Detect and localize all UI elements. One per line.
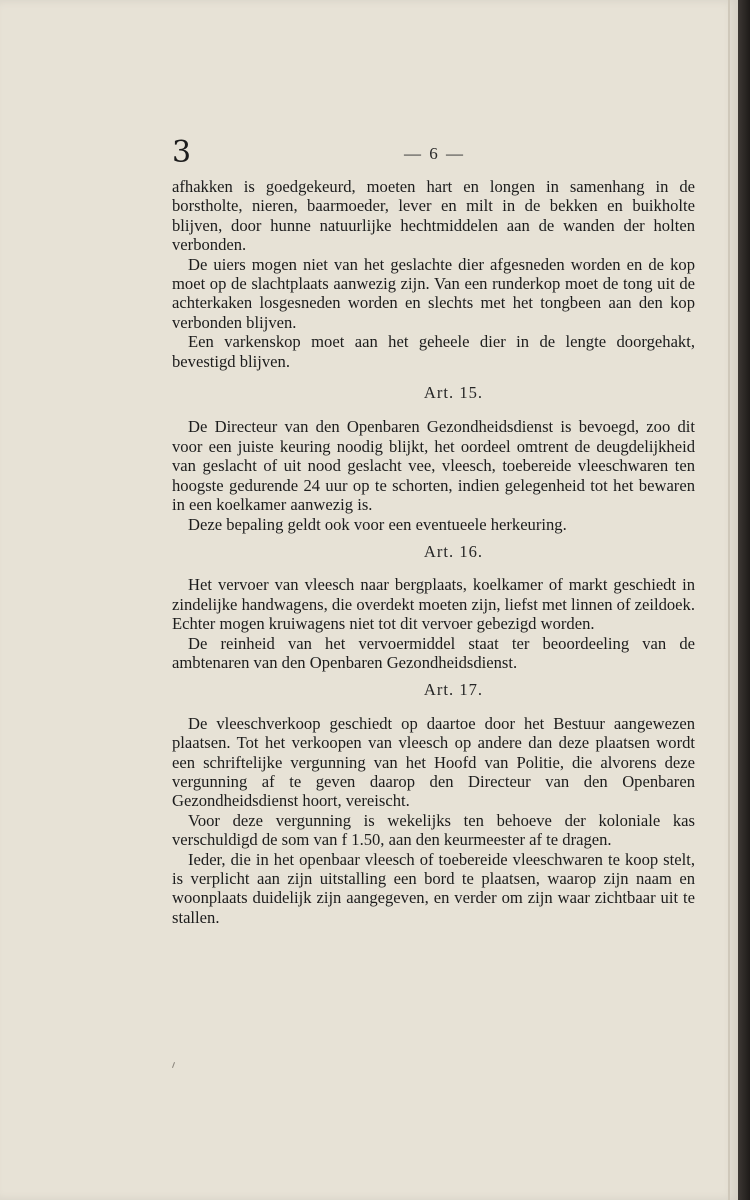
article-17-paragraph: Voor deze vergunning is wekelijks ten behoeve der koloniale kas verschuldigd de som van f 1.50, aan den keurmeester af te dragen. (172, 810, 695, 850)
article-15-paragraph: Deze bepaling geldt ook voor een eventueele herkeuring. (188, 514, 567, 534)
body-text (172, 177, 695, 927)
page-number: — 6 — (404, 144, 465, 163)
paragraph: Een varkenskop moet aan het geheele dier in de lengte doorgehakt, bevestigd blijven. (172, 332, 695, 371)
page-gutter-line (728, 0, 730, 1200)
paper-speck (172, 1062, 175, 1068)
article-16-heading: Art. 16. (423, 541, 484, 561)
article-17-paragraph: Ieder, die in het openbaar vleesch of toebereide vleeschwaren te koop stelt, is verplicht aan zijn uitstalling een bord te plaatsen, waarop zijn naam en woonplaats duidelijk zijn aangegeven, en verder om zijn waar zichtbaar uit te stallen. (172, 849, 695, 927)
article-15-heading: Art. 15. (423, 383, 484, 403)
sheet-number: 3 (172, 135, 192, 170)
article-15-paragraph: De Directeur van den Openbaren Gezondheidsdienst is bevoegd, zoo dit voor een juiste keuring noodig blijkt, het oordeel omtrent de deugdelijkheid van geslacht of uit nood geslacht vee, vleesch, toebereide vleeschwaren ten hoogste gedurende 24 uur op te schorten, indien gelegenheid tot het bewaren in een koelkamer aanwezig is. (172, 417, 695, 515)
article-16-paragraph: Het vervoer van vleesch naar bergplaats, koelkamer of markt geschiedt in zindelijke handwagens, die overdekt moeten zijn, liefst met linnen of zeildoek. Echter mogen kruiwagens niet tot dit vervoer gebezigd worden. (172, 575, 695, 634)
article-16-paragraph: De reinheid van het vervoermiddel staat ter beoordeeling van de ambtenaren van den Openbaren Gezondheidsdienst. (172, 633, 695, 672)
paragraph-continuation: afhakken is goedgekeurd, moeten hart en longen in samenhang in de borstholte, nieren, baarmoeder, lever en milt in de bekken en buikholte blijven, door hunne natuurlijke hechtmiddelen aan de wanden der holten verbonden. (172, 177, 695, 255)
book-edge (738, 0, 750, 1200)
article-17-paragraph: De vleeschverkoop geschiedt op daartoe door het Bestuur aangewezen plaatsen. Tot het verkoopen van vleesch op andere dan deze plaatsen wordt een schriftelijke vergunning van het Hoofd van Politie, die alvorens deze vergunning af te geven daarop den Directeur van den Openbaren Gezondheidsdienst hoort, vereischt. (172, 713, 695, 811)
article-17-heading: Art. 17. (423, 680, 484, 700)
paragraph: De uiers mogen niet van het geslachte dier afgesneden worden en de kop moet op de slachtplaats aanwezig zijn. Van een runderkop moet de tong uit de achterkaken losgesneden worden en slechts met het tongbeen aan den kop verbonden blijven. (172, 254, 695, 332)
